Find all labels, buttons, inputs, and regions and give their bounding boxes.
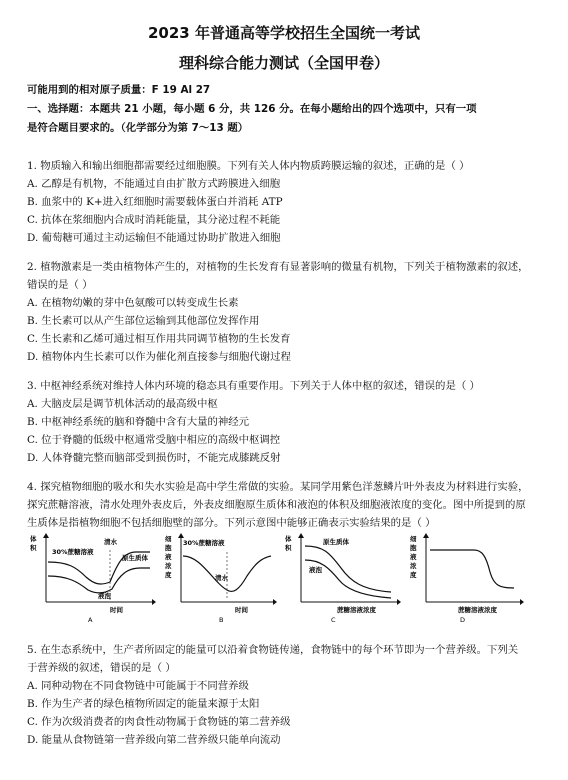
graph-b-x-arrow [273,599,277,605]
graph-c-vacuole-label: 液泡 [309,566,322,574]
question-2-option-c: C. 生长素和乙烯可通过相互作用共同调节植物的生长发育 [27,333,291,345]
graph-a-ylabel-2: 积 [30,544,37,552]
graph-b-ylabel-1: 细 [165,535,172,543]
graph-a-x-arrow [152,599,156,605]
graph-a-water-label: 清水 [104,538,117,546]
graph-c-x-arrow [397,599,401,605]
graph-a [28,532,158,624]
graph-c-ylabel-2: 积 [285,544,292,552]
question-5-option-c: C. 作为次级消费者的肉食性动物属于食物链的第二营养级 [27,716,291,728]
graph-b-ylabel-3: 液 [165,553,172,561]
question-5-option-a: A. 同种动物在不同食物链中可能属于不同营养级 [27,680,249,692]
question-3-option-c: C. 位于脊髓的低级中枢通常受脑中相应的高级中枢调控 [27,434,281,446]
question-2-option-a: A. 在植物幼嫩的芽中色氨酸可以转变成生长素 [27,297,239,309]
question-1-stem: 1. 物质输入和输出细胞都需要经过细胞膜。下列有关人体内物质跨膜运输的叙述，正确的是（ ） [27,160,470,172]
question-2-option-b: B. 生长素可以从产生部位运输到其他部位发挥作用 [27,315,260,327]
graph-d-curve [430,550,514,588]
graph-d-y-arrow [423,533,429,538]
graph-d-ylabel-4: 浓 [410,562,417,570]
question-2-stem-2: 错误的是（ ） [27,279,93,291]
graph-a-vacuole-label: 液泡 [98,592,111,600]
question-3-option-a: A. 大脑皮层是调节机体活动的最高级中枢 [27,398,218,410]
question-2-option-d: D. 植物体内生长素可以作为催化剂直接参与细胞代谢过程 [27,351,291,363]
question-4-stem-3: 生质体是指植物细胞不包括细胞壁的部分。下列示意图中能够正确表示实验结果的是（ ） [27,517,436,529]
graph-c-ylabel-1: 体 [285,535,292,543]
question-4-stem-1: 4. 探究植物细胞的吸水和失水实验是高中学生常做的实验。某同学用紫色洋葱鳞片叶外表皮为材料进行实验， [27,481,529,493]
graph-a-y-arrow [43,533,49,538]
graph-d-ylabel-1: 细 [410,535,417,543]
question-5-stem-2: 于营养级的叙述，错误的是（ ） [27,662,176,674]
graph-c-y-arrow [298,533,304,538]
question-3-option-b: B. 中枢神经系统的脑和脊髓中含有大量的神经元 [27,416,250,428]
graph-b-xlabel: 时间 [235,606,248,614]
question-5-option-d: D. 能量从食物链第一营养级向第二营养级只能单向流动 [27,734,281,746]
question-4-stem-2: 探究蔗糖溶液，清水处理外表皮后，外表皮细胞原生质体和液泡的体积及细胞液浓度的变化。图中所提到的原 [27,499,526,511]
exam-title: 2023 年普通高等学校招生全国统一考试 [148,24,420,42]
graph-c-protoplast-label: 原生质体 [323,538,349,546]
question-1-option-d: D. 葡萄糖可通过主动运输但不能通过协助扩散进入细胞 [27,232,281,244]
graph-b-water-label: 清水 [215,574,228,582]
question-3-option-d: D. 人体脊髓完整而脑部受到损伤时，不能完成膝跳反射 [27,452,281,464]
graph-b [163,532,278,624]
graph-d-letter: D [460,616,466,624]
graph-d-ylabel-3: 液 [410,553,417,561]
graph-a-letter: A [88,616,93,624]
graph-b-sucrose-label: 30%蔗糖溶液 [183,539,225,547]
graph-d-ylabel-5: 度 [410,571,417,579]
graph-a-ylabel-1: 体 [30,535,37,543]
atomic-mass-note: 可能用到的相对原子质量：F 19 Al 27 [27,84,211,96]
question-1-option-c: C. 抗体在浆细胞内合成时消耗能量，其分泌过程不耗能 [27,214,281,226]
graph-d-xlabel: 蔗糖溶液浓度 [458,606,497,614]
graph-a-xlabel: 时间 [110,606,123,614]
section-instructions-2: 是符合题目要求的。（化学部分为第 7～13 题） [27,122,249,134]
graph-a-sucrose-label: 30%蔗糖溶液 [52,548,94,556]
graph-c [283,532,403,624]
graph-a-protoplast-label: 原生质体 [122,554,148,562]
graph-d-x-arrow [520,599,524,605]
question-3-stem: 3. 中枢神经系统对维持人体内环境的稳态具有重要作用。下列关于人体中枢的叙述，错误的是（ ） [27,380,480,392]
exam-subtitle: 理科综合能力测试（全国甲卷） [178,54,389,72]
graph-c-xlabel: 蔗糖溶液浓度 [337,606,376,614]
graph-c-letter: C [331,616,336,624]
question-5-option-b: B. 作为生产者的绿色植物所固定的能量来源于太阳 [27,698,260,710]
question-1-option-b: B. 血浆中的 K+进入红细胞时需要载体蛋白并消耗 ATP [27,196,283,208]
section-instructions-1: 一、选择题：本题共 21 小题，每小题 6 分，共 126 分。在每小题给出的四个选项中，只有一项 [27,103,477,115]
graph-b-ylabel-2: 胞 [165,544,172,552]
graph-b-ylabel-4: 浓 [165,562,172,570]
graph-d-ylabel-2: 胞 [410,544,417,552]
question-5-stem-1: 5. 在生态系统中，生产者所固定的能量可以沿着食物链传递，食物链中的每个环节即为一个营养级。下列关 [27,644,519,656]
graph-d [408,532,526,624]
graph-b-ylabel-5: 度 [165,571,172,579]
question-2-stem-1: 2. 植物激素是一类由植物体产生的，对植物的生长发育有显著影响的微量有机物，下列关于植物激素的叙述， [27,261,529,273]
graph-b-y-arrow [178,533,184,538]
graph-a-vacuole-curve [48,568,150,593]
question-1-option-a: A. 乙醇是有机物，不能通过自由扩散方式跨膜进入细胞 [27,178,281,190]
graph-b-letter: B [219,616,224,624]
